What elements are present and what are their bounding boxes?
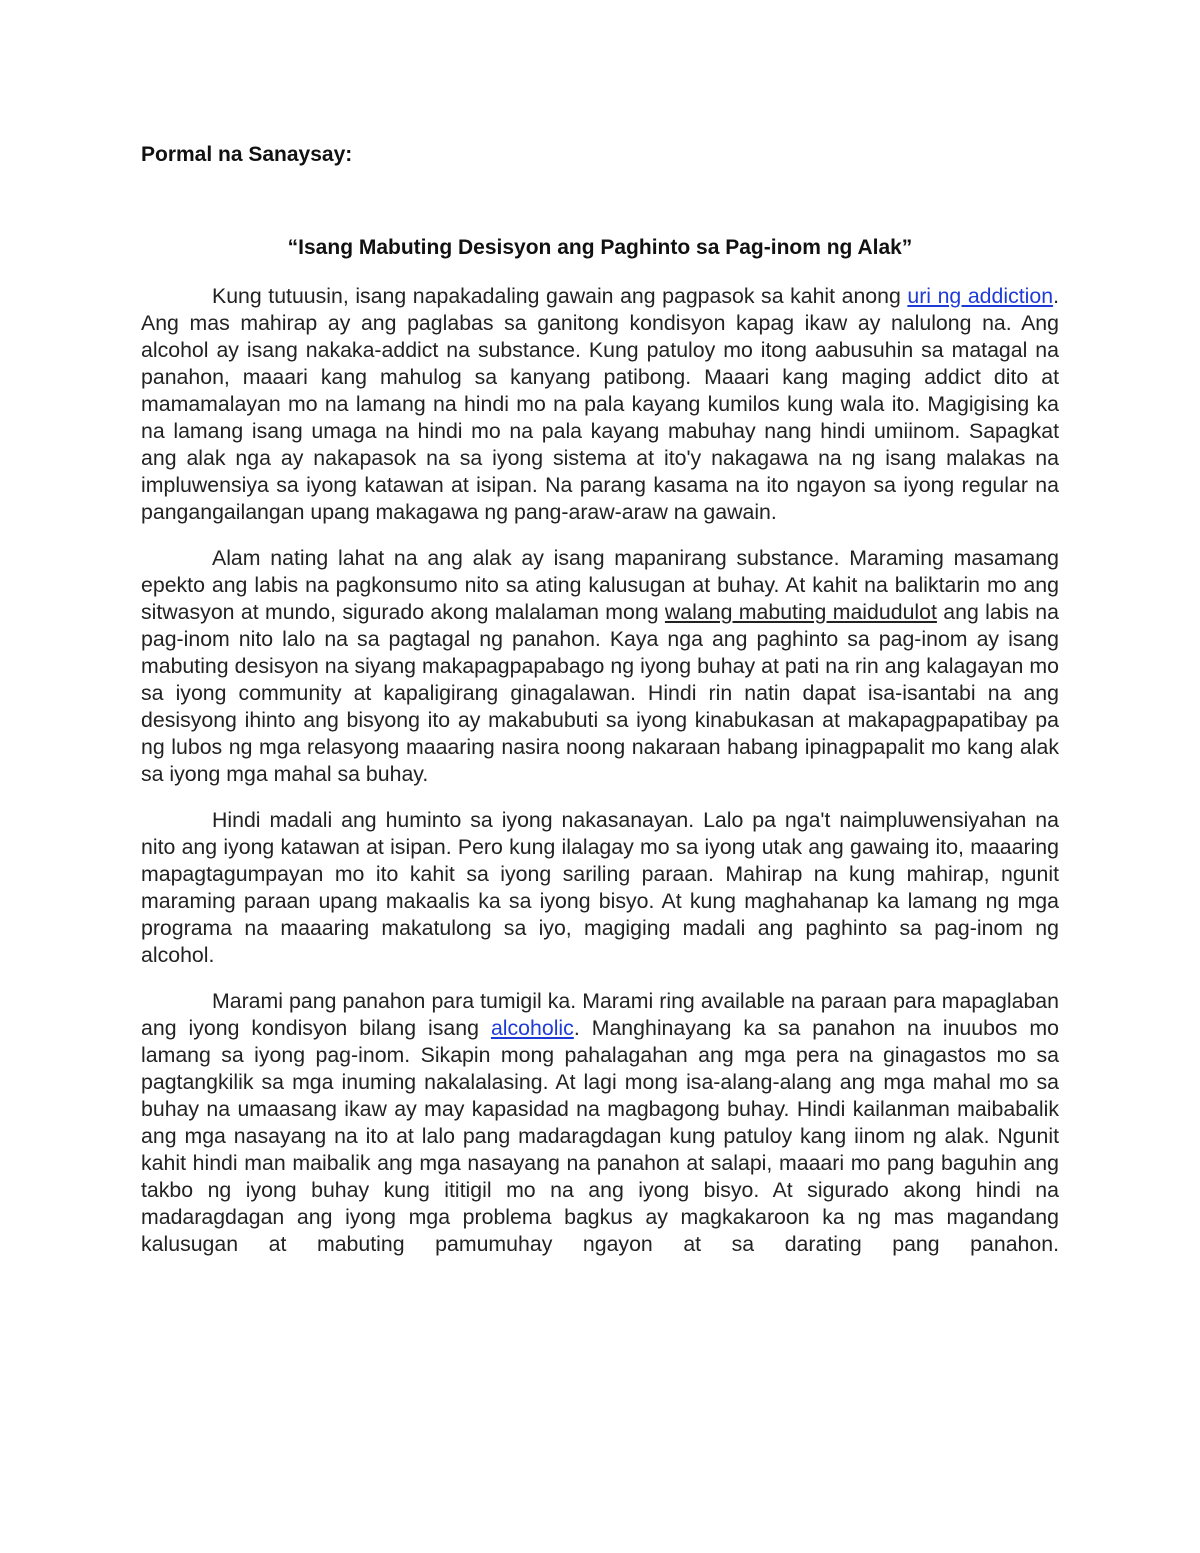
paragraph-4 [141,988,1059,1258]
underlined-phrase: walang mabuting maidudulot [664,600,937,624]
document-heading: Pormal na Sanaysay: [141,143,353,166]
paragraph-2 [141,545,1059,788]
essay-body [141,283,1059,1277]
essay-title: “Isang Mabuting Desisyon ang Paghinto sa Pag-inom ng Alak” [287,236,913,259]
paragraph-text: Hindi madali ang huminto sa iyong nakasanayan. Lalo pa nga't naimpluwensiyahan na nito ang iyong katawan at isipan. Pero kung ilalagay mo sa iyong utak ang gawaing ito, maaaring mapagtagumpayan mo ito kahit sa iyong sariling paraan. Mahirap na kung mahirap, ngunit maraming paraan upang makaalis ka sa iyong bisyo. At kung maghahanap ka lamang ng mga programa na maaaring makatulong sa iyo, magiging madali ang paghinto sa pag-inom ng alcohol. [141,808,1059,967]
addiction-link[interactable]: uri ng addiction [907,284,1054,308]
paragraph-text: . Ang mas mahirap ay ang paglabas sa ganitong kondisyon kapag ikaw ay nalulong na. Ang alcohol ay isang nakaka-addict na substance. Kung patuloy mo itong aabusuhin sa matagal na panahon, maaari kang mahulog sa kanyang patibong. Maaari kang maging addict dito at mamamalayan mo na lamang na hindi mo na pala kayang kumilos kung wala ito. Magigising ka na lamang isang umaga na hindi mo na pala kayang mabuhay nang hindi umiinom. Sapagkat ang alak nga ay nakapasok na sa iyong sistema at ito'y nakagawa na ng isang malakas na impluwensiya sa iyong katawan at isipan. Na parang kasama na ito ngayon sa iyong regular na pangangailangan upang makagawa ng pang-araw-araw na gawain. [141,284,1059,524]
paragraph-1 [141,283,1059,526]
paragraph-text: Alam nating lahat na ang alak ay isang mapanirang substance. Maraming masamang epekto ang labis na pagkonsumo nito sa ating kalusugan at buhay. At kahit na baliktarin mo ang sitwasyon at mundo, sigurado akong malalaman mong [141,546,1059,624]
paragraph-text: ang labis na pag-inom nito lalo na sa pagtagal ng panahon. Kaya nga ang paghinto sa pag-inom ay isang mabuting desisyon na siyang makapagpapabago ng iyong buhay at pati na rin ang kalagayan mo sa iyong community at kapaligirang ginagalawan. Hindi rin natin dapat isa-isantabi na ang desisyong ihinto ang bisyong ito ay makabubuti sa iyong kinabukasan at makapagpapatibay pa ng lubos ng mga relasyong maaaring nasira noong nakaraan habang ipinagpapalit mo kang alak sa iyong mga mahal sa buhay. [141,600,1059,786]
paragraph-text: Marami pang panahon para tumigil ka. Marami ring available na paraan para mapaglaban ang iyong kondisyon bilang isang [141,989,1059,1040]
alcoholic-link[interactable]: alcoholic [490,1016,574,1040]
paragraph-text: Kung tutuusin, isang napakadaling gawain ang pagpasok sa kahit anong [212,284,908,308]
paragraph-3 [141,807,1059,969]
paragraph-text: . Manghinayang ka sa panahon na inuubos mo lamang sa iyong pag-inom. Sikapin mong pahalagahan ang mga pera na ginagastos mo sa pagtangkilik sa mga inuming nakalalasing. At lagi mong isa-alang-alang ang mga mahal mo sa buhay na umaasang ikaw ay may kapasidad na magbagong buhay. Hindi kailanman maibabalik ang mga nasayang na ito at lalo pang madaragdagan kung patuloy kang iinom ng alak. Ngunit kahit hindi man maibalik ang mga nasayang na panahon at salapi, maaari mo pang baguhin ang takbo ng iyong buhay kung ititigil mo na ang iyong bisyo. At sigurado akong hindi na madaragdagan ang iyong mga problema bagkus ay magkakaroon ka ng mas magandang kalusugan at mabuting pamumuhay ngayon at sa darating pang panahon. [141,1016,1059,1256]
